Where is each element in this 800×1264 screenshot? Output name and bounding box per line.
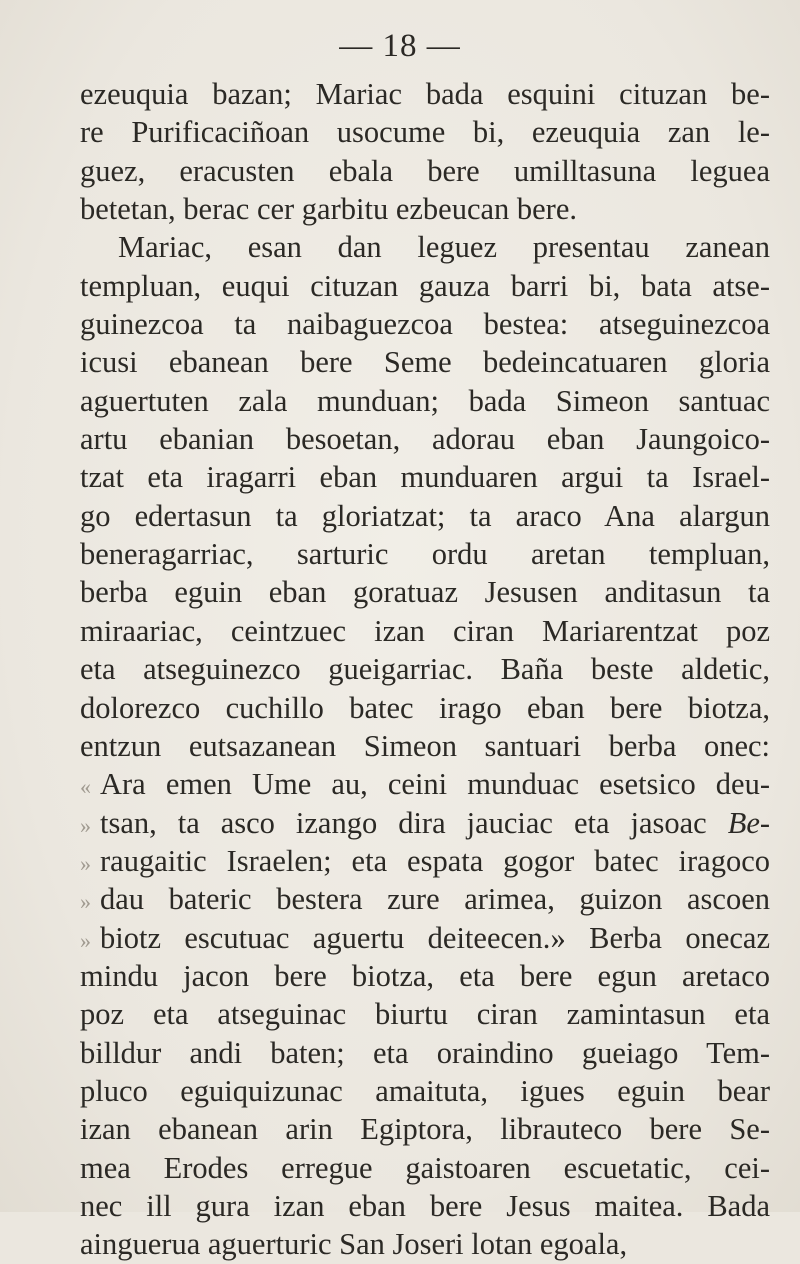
- text-line: go edertasun ta gloriatzat; ta araco Ana alargun: [80, 498, 770, 533]
- continuation-quote-mark: »: [80, 889, 91, 915]
- text-line: guez, eracusten ebala bere umilltasuna leguea: [80, 153, 770, 188]
- text-line: izan ebanean arin Egiptora, librauteco bere Se-: [80, 1112, 770, 1147]
- text-line: berba eguin eban goratuaz Jesusen anditasun ta: [80, 575, 770, 610]
- quote-line: [80, 765, 770, 803]
- text-line: billdur andi baten; eta oraindino gueiago Tem-: [80, 1035, 770, 1070]
- text-line: re Purificaciñoan usocume bi, ezeuquia zan le-: [80, 115, 770, 150]
- body-text: [80, 75, 770, 1264]
- continuation-quote-mark: »: [80, 927, 91, 953]
- text-line: ainguerua aguerturic San Joseri lotan egoala,: [80, 1227, 628, 1262]
- text-line: mindu jacon bere biotza, eta bere egun aretaco: [80, 958, 770, 993]
- text-line: artu ebanian besoetan, adorau eban Jaungoico-: [80, 422, 770, 457]
- text-line: icusi ebanean bere Seme bedeincatuaren gloria: [80, 345, 770, 380]
- text-line: betetan, berac cer garbitu ezbeucan bere.: [80, 192, 577, 227]
- text-line: mea Erodes erregue gaistoaren escuetatic, cei-: [80, 1150, 770, 1185]
- quote-text: raugaitic Israelen; eta espata gogor batec iragoco: [100, 843, 770, 878]
- text-line: beneragarriac, sarturic ordu aretan templuan,: [80, 537, 770, 572]
- text-line: pluco eguiquizunac amaituta, igues eguin bear: [80, 1073, 770, 1108]
- open-quote-mark: «: [80, 774, 91, 800]
- continuation-quote-mark: »: [80, 812, 91, 838]
- quote-text: biotz escutuac aguertu deiteecen.: [100, 920, 551, 955]
- text-line: templuan, euqui cituzan gauza barri bi, bata atse-: [80, 268, 770, 303]
- close-quote-mark: »: [550, 920, 566, 955]
- text-line: entzun eutsazanean Simeon santuari berba onec:: [80, 728, 770, 763]
- text-line: nec ill gura izan eban bere Jesus maitea. Bada: [80, 1188, 770, 1223]
- text-line: tzat eta iragarri eban munduaren argui ta Israel-: [80, 460, 770, 495]
- text-line: dolorezco cuchillo batec irago eban bere biotza,: [80, 690, 770, 725]
- quote-line: [80, 919, 770, 957]
- page-number: — 18 —: [339, 28, 461, 64]
- text-line: aguertuten zala munduan; bada Simeon santuac: [80, 383, 770, 418]
- quote-text: Ara emen Ume au, ceini munduac esetsico deu-: [100, 767, 770, 802]
- text-line: ezeuquia bazan; Mariac bada esquini cituzan be-: [80, 77, 770, 111]
- text-line: miraariac, ceintzuec izan ciran Mariarentzat poz: [80, 613, 770, 648]
- italic-word: Be-: [727, 805, 771, 840]
- quote-text: tsan, ta asco izango dira jauciac eta jasoac: [100, 805, 707, 840]
- after-quote-text: Berba onecaz: [589, 920, 770, 955]
- text-line: guinezcoa ta naibaguezcoa bestea: atseguinezcoa: [80, 307, 770, 342]
- text-line: poz eta atseguinac biurtu ciran zamintasun eta: [80, 997, 770, 1032]
- text-line: eta atseguinezco gueigarriac. Baña beste aldetic,: [80, 652, 770, 687]
- quote-line: [80, 842, 770, 880]
- paragraph-start-line: Mariac, esan dan leguez presentau zanean: [118, 230, 770, 265]
- quote-line: [80, 880, 770, 918]
- quote-line: [80, 804, 770, 842]
- continuation-quote-mark: »: [80, 850, 91, 876]
- quote-text: dau bateric bestera zure arimea, guizon ascoen: [100, 882, 770, 917]
